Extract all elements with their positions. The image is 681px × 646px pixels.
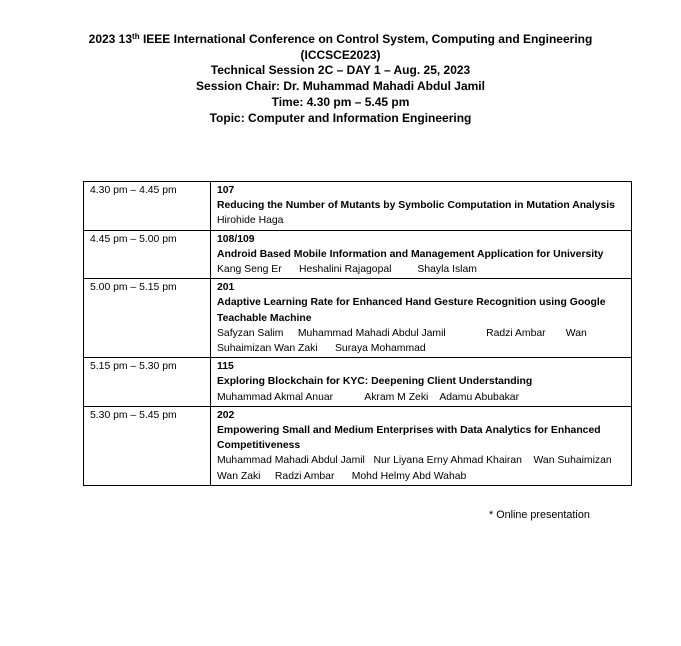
conference-acronym: (ICCSCE2023) — [300, 47, 381, 62]
paper-title: Android Based Mobile Information and Management Application for University — [217, 248, 604, 260]
paper-id: 107 — [217, 185, 235, 196]
paper-details — [211, 358, 632, 407]
table-row — [84, 358, 632, 407]
paper-id: 115 — [217, 361, 234, 373]
paper-authors: Hirohide Haga — [217, 215, 284, 227]
paper-authors: Muhammad Mahadi Abdul Jamil Nur Liyana Erny Ahmad Khairan Wan Suhaimizan Wan Zaki Radzi Ambar Mohd Helmy Abd Wahab — [217, 455, 615, 482]
paper-details — [211, 279, 632, 358]
paper-authors: Muhammad Akmal Anuar Akram M Zeki Adamu Abubakar — [217, 391, 520, 403]
session-time: Time: 4.30 pm – 5.45 pm — [271, 94, 410, 109]
session-topic: Topic: Computer and Information Engineering — [209, 110, 472, 125]
paper-id: 108/109 — [217, 233, 255, 245]
slot-time: 4.45 pm – 5.00 pm — [84, 230, 211, 279]
paper-id: 201 — [217, 282, 235, 294]
table-row — [84, 279, 632, 358]
online-presentation-note: * Online presentation — [489, 509, 590, 521]
slot-time: 5.00 pm – 5.15 pm — [84, 279, 211, 358]
table-row — [84, 230, 632, 279]
conference-title: 2023 13th IEEE International Conference on Control System, Computing and Engineering — [88, 32, 593, 46]
paper-details — [211, 182, 632, 231]
slot-time: 5.15 pm – 5.30 pm — [84, 358, 211, 407]
paper-title: Exploring Blockchain for KYC: Deepening Client Understanding — [217, 376, 533, 388]
paper-details — [211, 230, 632, 279]
slot-time: 5.30 pm – 5.45 pm — [84, 406, 211, 485]
paper-details — [211, 406, 632, 485]
session-title: Technical Session 2C – DAY 1 – Aug. 25, 2023 — [210, 63, 471, 78]
table-row — [84, 406, 632, 485]
paper-title: Reducing the Number of Mutants by Symbolic Computation in Mutation Analysis — [217, 200, 615, 212]
schedule-table — [83, 181, 632, 486]
session-chair: Session Chair: Dr. Muhammad Mahadi Abdul Jamil — [196, 79, 485, 94]
document-header — [0, 32, 681, 126]
table-row — [84, 182, 632, 231]
paper-id: 202 — [217, 409, 235, 421]
paper-title: Adaptive Learning Rate for Enhanced Hand Gesture Recognition using Google Teachable Machine — [217, 297, 606, 324]
paper-authors: Safyzan Salim Muhammad Mahadi Abdul Jamil Radzi Ambar Wan Suhaimizan Wan Zaki Suraya Mohammad — [217, 327, 590, 355]
paper-title: Empowering Small and Medium Enterprises with Data Analytics for Enhanced Competitiveness — [217, 425, 601, 452]
paper-authors: Kang Seng Er Heshalini Rajagopal Shayla Islam — [217, 264, 477, 276]
slot-time: 4.30 pm – 4.45 pm — [84, 182, 211, 231]
